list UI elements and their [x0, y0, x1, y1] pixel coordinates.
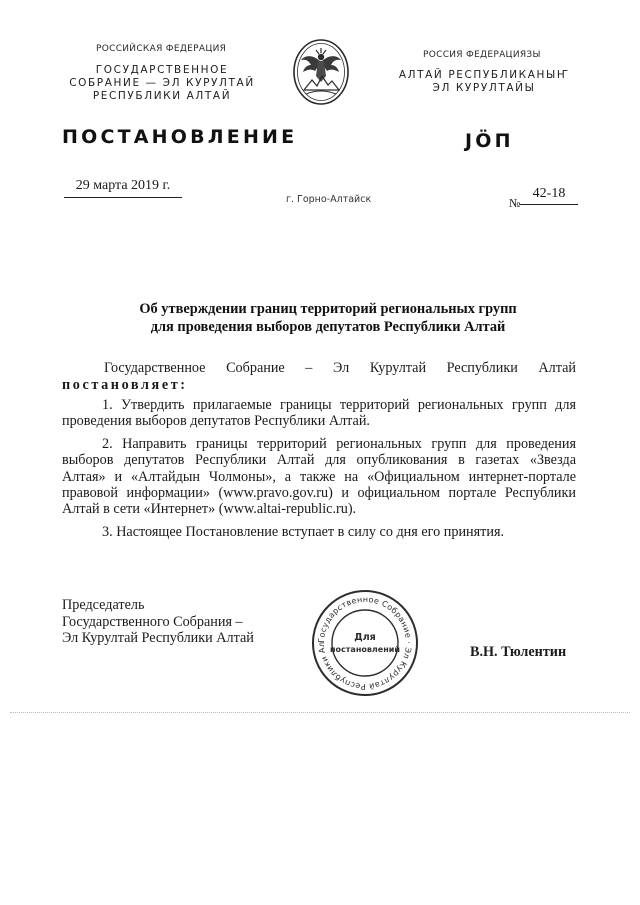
title-line: для проведения выборов депутатов Республики Алтай [150, 319, 506, 335]
title-line: Об утверждении границ территорий региональных групп [139, 301, 517, 317]
paragraph-item-3: 3. Настоящее Постановление вступает в силу со дня его принятия. [102, 523, 505, 540]
scan-artifact-line [10, 712, 630, 713]
signatory-name: В.Н. Тюлентин [470, 644, 567, 660]
paragraph-item-1 [62, 397, 576, 430]
paragraph-line: 1. Утвердить прилагаемые границы территорий региональных групп для [102, 397, 576, 413]
official-stamp [310, 588, 420, 698]
header-right-org-line: АЛТАЙ РЕСПУБЛИКАНЫҤ [398, 69, 570, 81]
preamble-resolves: постановляет: [62, 377, 188, 393]
document-date: 29 марта 2019 г. [64, 178, 182, 198]
document-number: 42-18 [520, 186, 578, 205]
header-left-org [62, 64, 262, 103]
header-right-org [384, 69, 584, 95]
doc-type-russian: ПОСТАНОВЛЕНИЕ [62, 126, 298, 148]
signatory-position-line: Эл Курултай Республики Алтай [62, 630, 254, 646]
doc-type-altai: JӦП [465, 130, 514, 152]
paragraph-line: 2. Направить границы территорий региональных групп для проведения [102, 435, 576, 452]
header-right-country: РОССИЯ ФЕДЕРАЦИЯЗЫ [423, 50, 541, 60]
header-left-country: РОССИЙСКАЯ ФЕДЕРАЦИЯ [96, 44, 227, 54]
stamp-center-line: Для [354, 632, 376, 643]
signatory-position-line: Государственного Собрания – [62, 613, 243, 630]
document-body [62, 360, 576, 540]
header-left-org-line: РЕСПУБЛИКИ АЛТАЙ [92, 90, 232, 102]
paragraph-line: проведения выборов депутатов Республики Алтай. [62, 413, 370, 430]
paragraph-line: правовой информации» (www.pravo.gov.ru) и официальном портале Республики [62, 485, 576, 502]
altai-emblem-icon [292, 38, 350, 106]
header-left-org-line: ГОСУДАРСТВЕННОЕ [95, 64, 229, 76]
header-left-org-line: СОБРАНИЕ — ЭЛ КУРУЛТАЙ [69, 77, 255, 89]
signatory-position-line: Председатель [62, 597, 145, 613]
paragraph-line: Алтай в сети «Интернет» (www.altai-republic.ru). [62, 501, 357, 518]
document-city: г. Горно-Алтайск [286, 194, 372, 205]
preamble-line: Государственное Собрание – Эл Курултай Республики Алтай [104, 360, 576, 376]
header-right-org-line: ЭЛ КУРУЛТАЙЫ [432, 82, 536, 94]
document-number-label: № [509, 196, 521, 210]
paragraph-line: выборов депутатов Республики Алтай для опубликования в газетах «Звезда [62, 452, 576, 469]
paragraph-item-2 [62, 436, 576, 518]
signatory-position [62, 597, 254, 647]
stamp-ring-text: Государственное Собрание · Эл Курултай Республики Ал [316, 594, 414, 692]
stamp-center-line: постановлений [330, 645, 400, 654]
paragraph-line: Алтая» и «Алтайдын Чолмоны», а также на «Официальном интернет-портале [62, 468, 576, 485]
document-title [90, 300, 566, 336]
